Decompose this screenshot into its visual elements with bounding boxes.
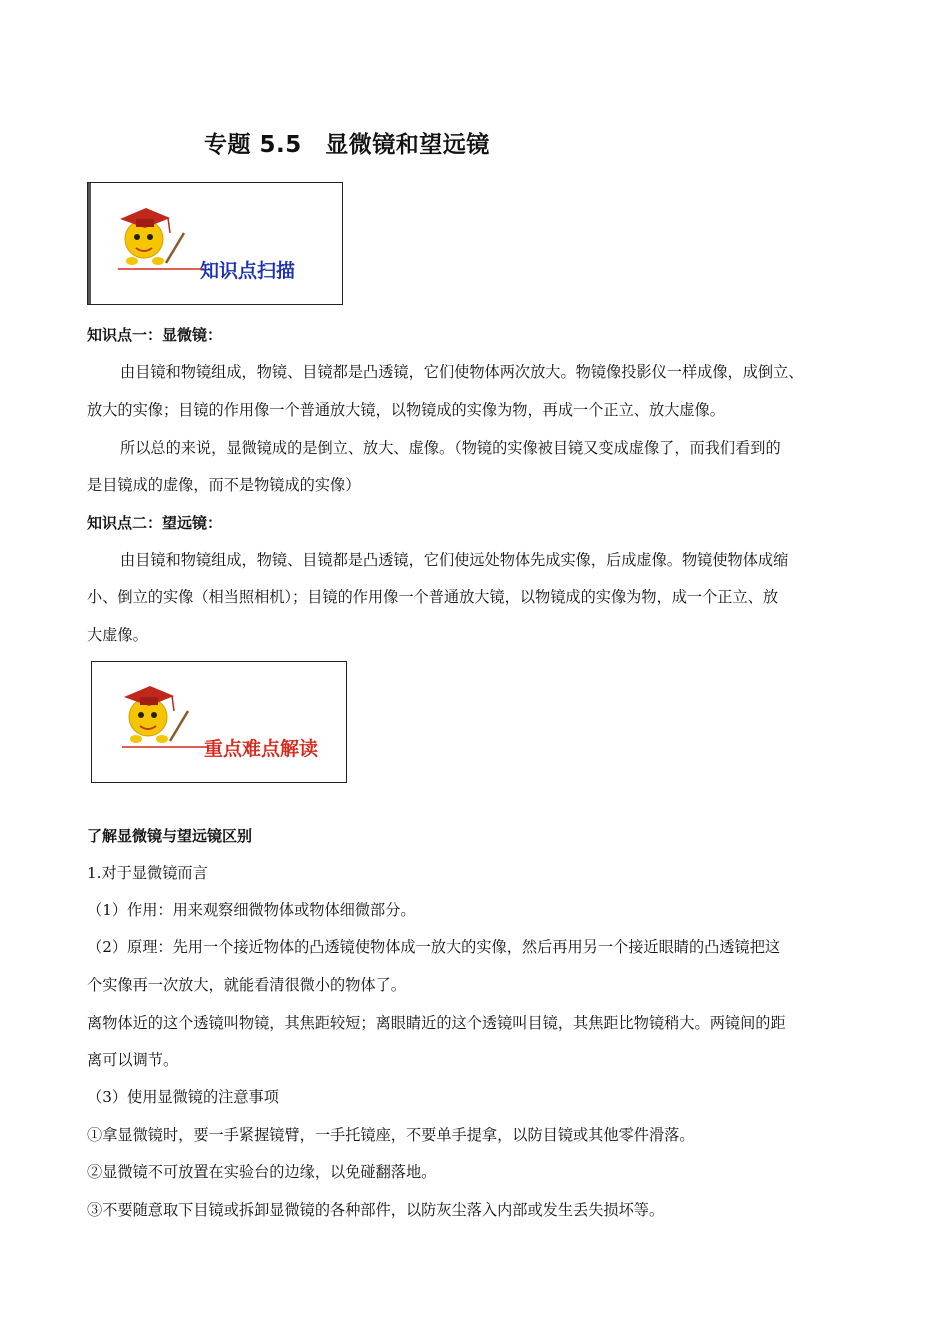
banner-text: 知识点扫描 — [200, 260, 296, 282]
page-title: 专题 5.5 显微镜和望远镜 — [204, 132, 490, 158]
paragraph-line: 所以总的来说，显微镜成的是倒立、放大、虚像。（物镜的实像被目镜又变成虚像了，而我们看到的 — [120, 439, 781, 457]
paragraph-line: 离可以调节。 — [87, 1051, 179, 1069]
paragraph-line: 是目镜成的虚像，而不是物镜成的实像） — [87, 476, 361, 494]
section2-heading: 知识点二：望远镜： — [87, 514, 223, 532]
paragraph-line: 放大的实像；目镜的作用像一个普通放大镜，以物镜成的实像为物，再成一个正立、放大虚像。 — [87, 401, 725, 419]
paragraph-line: 1.对于显微镜而言 — [87, 864, 208, 882]
paragraph-line: （2）原理：先用一个接近物体的凸透镜使物体成一放大的实像，然后再用另一个接近眼睛的凸透镜把这 — [87, 938, 781, 956]
paragraph-line: （3）使用显微镜的注意事项 — [87, 1088, 279, 1106]
mascot-graduate-icon — [92, 662, 348, 784]
paragraph-line: 由目镜和物镜组成，物镜、目镜都是凸透镜，它们使远处物体先成实像，后成虚像。物镜使物体成缩 — [120, 551, 789, 569]
section1-heading: 知识点一：显微镜： — [87, 326, 223, 344]
paragraph-line: ③不要随意取下目镜或拆卸显微镜的各种部件，以防灰尘落入内部或发生丢失损坏等。 — [87, 1201, 665, 1219]
mascot-graduate-icon — [88, 183, 344, 306]
paragraph-line: 离物体近的这个透镜叫物镜，其焦距较短；离眼睛近的这个透镜叫目镜，其焦距比物镜稍大。两镜间的距 — [87, 1014, 786, 1032]
knowledge-scan-banner — [87, 182, 343, 305]
key-points-banner — [91, 661, 347, 783]
paragraph-line: 小、倒立的实像（相当照相机）；目镜的作用像一个普通放大镜，以物镜成的实像为物，成一个正立、放 — [87, 588, 779, 606]
paragraph-line: （1）作用：用来观察细微物体或物体细微部分。 — [87, 901, 416, 919]
banner-text: 重点难点解读 — [204, 738, 319, 760]
paragraph-line: ②显微镜不可放置在实验台的边缘，以免碰翻落地。 — [87, 1163, 437, 1181]
paragraph-line: 大虚像。 — [87, 626, 148, 644]
paragraph-line: 由目镜和物镜组成，物镜、目镜都是凸透镜，它们使物体两次放大。物镜像投影仪一样成像，成倒立、 — [120, 363, 804, 381]
paragraph-line: ①拿显微镜时，要一手紧握镜臂，一手托镜座，不要单手提拿，以防目镜或其他零件滑落。 — [87, 1126, 695, 1144]
paragraph-line: 个实像再一次放大，就能看清很微小的物体了。 — [87, 976, 406, 994]
section3-heading: 了解显微镜与望远镜区别 — [87, 827, 253, 845]
